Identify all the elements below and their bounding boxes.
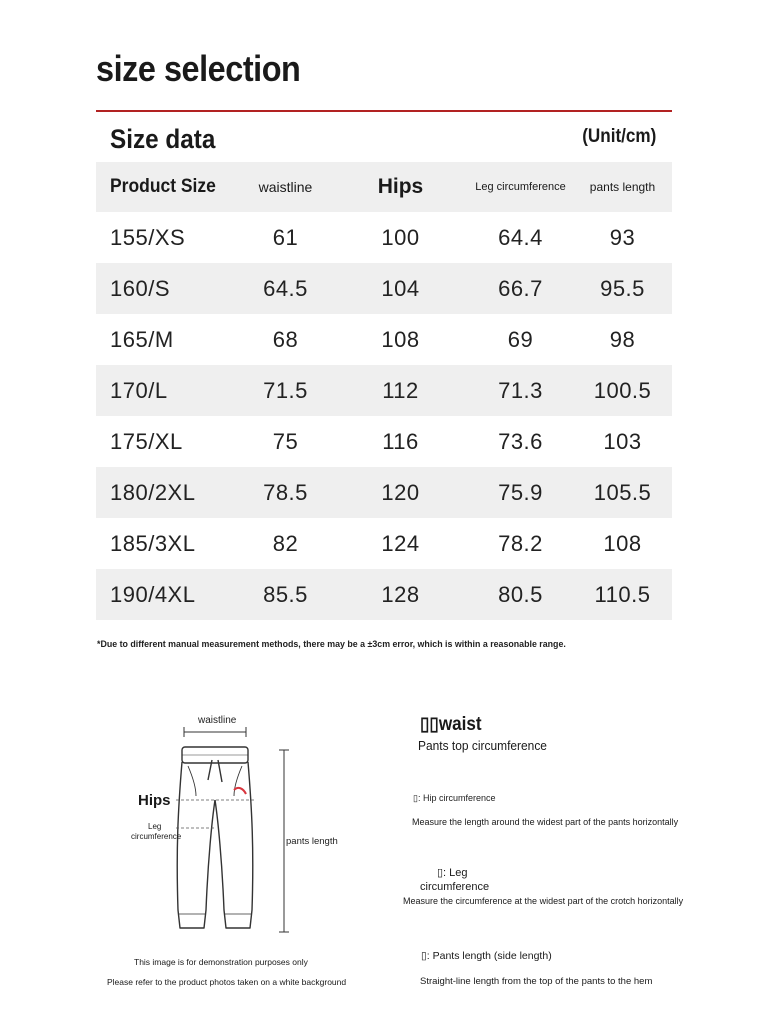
cell-waistline: 64.5 xyxy=(263,275,308,301)
page-title: size selection xyxy=(96,48,301,89)
diagram-length-label: pants length xyxy=(286,836,338,847)
cell-pants-length: 95.5 xyxy=(600,275,645,301)
table-row xyxy=(96,314,672,365)
table-row xyxy=(96,212,672,263)
table-row xyxy=(96,416,672,467)
cell-leg-circumference: 71.3 xyxy=(498,377,543,403)
diagram-waistline-label: waistline xyxy=(198,715,237,726)
cell-pants-length: 110.5 xyxy=(594,581,651,607)
header-waistline: waistline xyxy=(258,179,313,195)
cell-hips: 112 xyxy=(382,377,419,403)
cell-pants-length: 93 xyxy=(609,224,636,250)
waist-title: ▯▯waist xyxy=(420,714,482,735)
cell-size: 155/XS xyxy=(110,224,186,250)
cell-leg-circumference: 73.6 xyxy=(498,428,543,454)
size-table xyxy=(96,162,672,620)
waist-description: Pants top circumference xyxy=(418,738,547,753)
hip-title: ▯: Hip circumference xyxy=(413,793,496,803)
cell-size: 170/L xyxy=(110,377,168,403)
cell-size: 190/4XL xyxy=(110,581,196,607)
length-title: ▯: Pants length (side length) xyxy=(421,950,552,962)
unit-label: (Unit/cm) xyxy=(581,126,656,147)
pants-diagram xyxy=(96,700,356,1000)
cell-hips: 128 xyxy=(381,581,420,607)
cell-size: 185/3XL xyxy=(110,530,196,556)
cell-waistline: 71.5 xyxy=(263,377,308,403)
table-header-row xyxy=(96,162,672,212)
leg-title-1: ▯: Leg xyxy=(437,867,468,879)
measurement-footnote: *Due to different manual measurement methods, there may be a ±3cm error, which is within a reasonable range. xyxy=(97,639,566,650)
pants-illustration xyxy=(96,700,356,1000)
header-leg-circumference: Leg circumference xyxy=(475,181,566,193)
cell-leg-circumference: 78.2 xyxy=(498,530,543,556)
diagram-leg-label-1: Leg xyxy=(148,822,162,831)
cell-hips: 100 xyxy=(381,224,420,250)
header-pants-length: pants length xyxy=(589,180,656,194)
leg-title-2: circumference xyxy=(420,881,490,893)
diagram-caption-1: This image is for demonstration purposes only xyxy=(134,957,308,967)
cell-pants-length: 103 xyxy=(603,428,642,454)
cell-leg-circumference: 66.7 xyxy=(498,275,543,301)
cell-pants-length: 108 xyxy=(603,530,642,556)
size-data-heading: Size data xyxy=(110,124,216,154)
cell-waistline: 68 xyxy=(272,326,299,352)
hip-description: Measure the length around the widest part of the pants horizontally xyxy=(412,817,679,827)
cell-leg-circumference: 75.9 xyxy=(498,479,543,505)
cell-size: 175/XL xyxy=(110,428,183,454)
table-body xyxy=(96,212,672,620)
diagram-hips-label: Hips xyxy=(138,792,171,809)
cell-waistline: 85.5 xyxy=(263,581,308,607)
table-row xyxy=(96,467,672,518)
cell-waistline: 82 xyxy=(272,530,299,556)
table-row xyxy=(96,365,672,416)
cell-hips: 104 xyxy=(381,275,420,301)
cell-size: 165/M xyxy=(110,326,174,352)
cell-pants-length: 105.5 xyxy=(593,479,652,505)
leg-description: Measure the circumference at the widest part of the crotch horizontally xyxy=(403,896,684,906)
cell-pants-length: 100.5 xyxy=(593,377,652,403)
header-product-size: Product Size xyxy=(110,176,216,197)
cell-leg-circumference: 80.5 xyxy=(498,581,543,607)
table-row xyxy=(96,518,672,569)
cell-hips: 124 xyxy=(381,530,420,556)
title-divider xyxy=(96,110,672,112)
cell-hips: 108 xyxy=(381,326,420,352)
diagram-caption-2: Please refer to the product photos taken on a white background xyxy=(107,977,347,987)
cell-leg-circumference: 64.4 xyxy=(498,224,543,250)
length-description: Straight-line length from the top of the pants to the hem xyxy=(420,976,653,987)
header-hips: Hips xyxy=(377,175,424,198)
cell-hips: 120 xyxy=(381,479,420,505)
cell-waistline: 61 xyxy=(272,224,299,250)
diagram-leg-label-2: circumference xyxy=(131,832,182,841)
cell-leg-circumference: 69 xyxy=(507,326,534,352)
cell-waistline: 78.5 xyxy=(263,479,308,505)
table-row xyxy=(96,263,672,314)
cell-size: 160/S xyxy=(110,275,170,301)
cell-size: 180/2XL xyxy=(110,479,196,505)
cell-waistline: 75 xyxy=(272,428,299,454)
cell-pants-length: 98 xyxy=(609,326,636,352)
table-row xyxy=(96,569,672,620)
cell-hips: 116 xyxy=(382,428,419,454)
